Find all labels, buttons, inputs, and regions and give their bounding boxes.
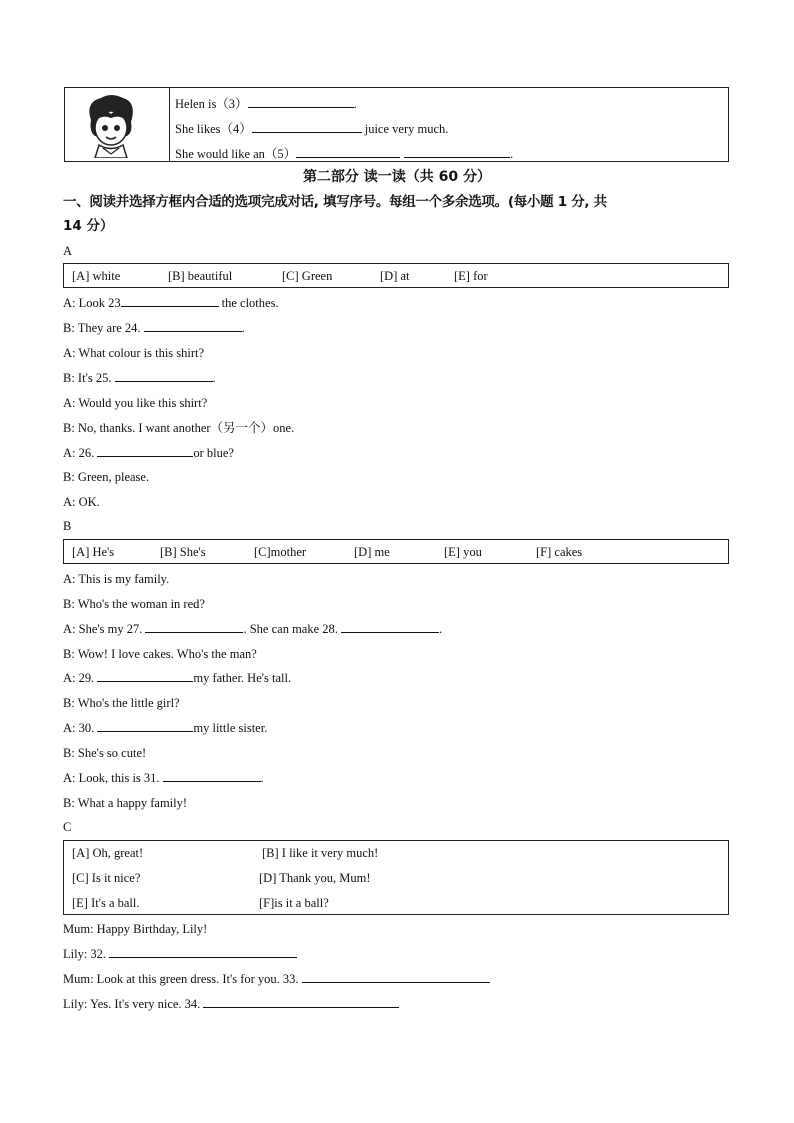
answer-blank-23[interactable] [121,295,219,307]
answer-blank-25[interactable] [115,370,213,382]
group-label-a: A [63,244,73,258]
table-divider [169,88,170,161]
answer-blank-5b[interactable] [404,146,510,158]
dialog-line: B: Wow! I love cakes. Who's the man? [63,647,257,661]
option-e-you: [E] you [444,545,482,559]
dialog-line: B: Who's the little girl? [63,696,180,710]
option-f-is-it-a-ball: [F]is it a ball? [259,896,329,910]
top-table [64,87,729,162]
dialog-line: B: No, thanks. I want another（另一个）one. [63,421,295,435]
options-box-c [63,840,729,915]
group-label-c: C [63,820,72,834]
option-c-is-it-nice: [C] Is it nice? [72,871,141,885]
section-heading [63,190,733,238]
dialog-line: Mum: Happy Birthday, Lily! [63,922,208,936]
dialog-line: Mum: Look at this green dress. It's for you. 33. [63,971,490,987]
section-heading-line2: 14 分） [63,218,114,234]
option-a-oh-great: [A] Oh, great! [72,846,144,860]
option-a-hes: [A] He's [72,545,115,559]
answer-blank-24[interactable] [144,320,242,332]
answer-blank-3[interactable] [248,96,354,108]
option-b-i-like-it: [B] I like it very much! [262,846,379,860]
option-d-thank-you: [D] Thank you, Mum! [259,871,371,885]
girl-face-picture [77,92,145,158]
table-row-5: She would like an（5） . [175,147,514,161]
dialog-line: A: She's my 27. . She can make 28. . [63,622,443,636]
answer-blank-32[interactable] [109,946,297,958]
options-box-b [63,539,729,564]
answer-blank-5a[interactable] [296,146,400,158]
answer-blank-28[interactable] [341,621,439,633]
option-b-beautiful: [B] beautiful [168,269,233,283]
dialog-line: A: Look, this is 31. . [63,771,264,785]
dialog-line: A: 30. my little sister. [63,721,268,735]
answer-blank-27[interactable] [145,621,243,633]
option-c-mother: [C]mother [254,545,307,559]
dialog-line: Lily: Yes. It's very nice. 34. [63,996,399,1012]
answer-blank-33[interactable] [302,971,490,983]
dialog-line: A: This is my family. [63,572,170,586]
group-label-b: B [63,519,72,533]
options-box-a [63,263,729,288]
dialog-line: B: It's 25. . [63,371,216,385]
dialog-line: A: 29. my father. He's tall. [63,671,292,685]
table-row-4: She likes（4） juice very much. [175,122,449,136]
option-f-cakes: [F] cakes [536,545,583,559]
option-d-at: [D] at [380,269,410,283]
dialog-line: A: Look 23 the clothes. [63,296,279,310]
answer-blank-26[interactable] [97,445,193,457]
option-e-its-a-ball: [E] It's a ball. [72,896,140,910]
option-a-white: [A] white [72,269,121,283]
option-d-me: [D] me [354,545,390,559]
dialog-line: A: 26. or blue? [63,446,234,460]
answer-blank-4[interactable] [252,121,362,133]
dialog-line: B: They are 24. . [63,321,245,335]
dialog-line: B: What a happy family! [63,796,188,810]
dialog-line: B: Who's the woman in red? [63,597,205,611]
option-b-shes: [B] She's [160,545,206,559]
dialog-line: A: Would you like this shirt? [63,396,208,410]
answer-blank-30[interactable] [97,720,193,732]
answer-blank-31[interactable] [163,770,261,782]
dialog-line: B: She's so cute! [63,746,147,760]
answer-blank-29[interactable] [97,670,193,682]
dialog-line: A: What colour is this shirt? [63,346,205,360]
answer-blank-34[interactable] [203,996,399,1008]
dialog-line: B: Green, please. [63,470,150,484]
option-c-green: [C] Green [282,269,333,283]
table-row-3: Helen is（3） . [175,97,357,111]
section-heading-line1: 一、阅读并选择方框内合适的选项完成对话, 填写序号。每组一个多余选项。(每小题 1 分, 共 [63,194,607,210]
dialog-line: Lily: 32. [63,946,297,962]
option-e-for: [E] for [454,269,488,283]
part-title: 第二部分 读一读（共 60 分） [302,169,492,185]
dialog-line: A: OK. [63,495,100,509]
